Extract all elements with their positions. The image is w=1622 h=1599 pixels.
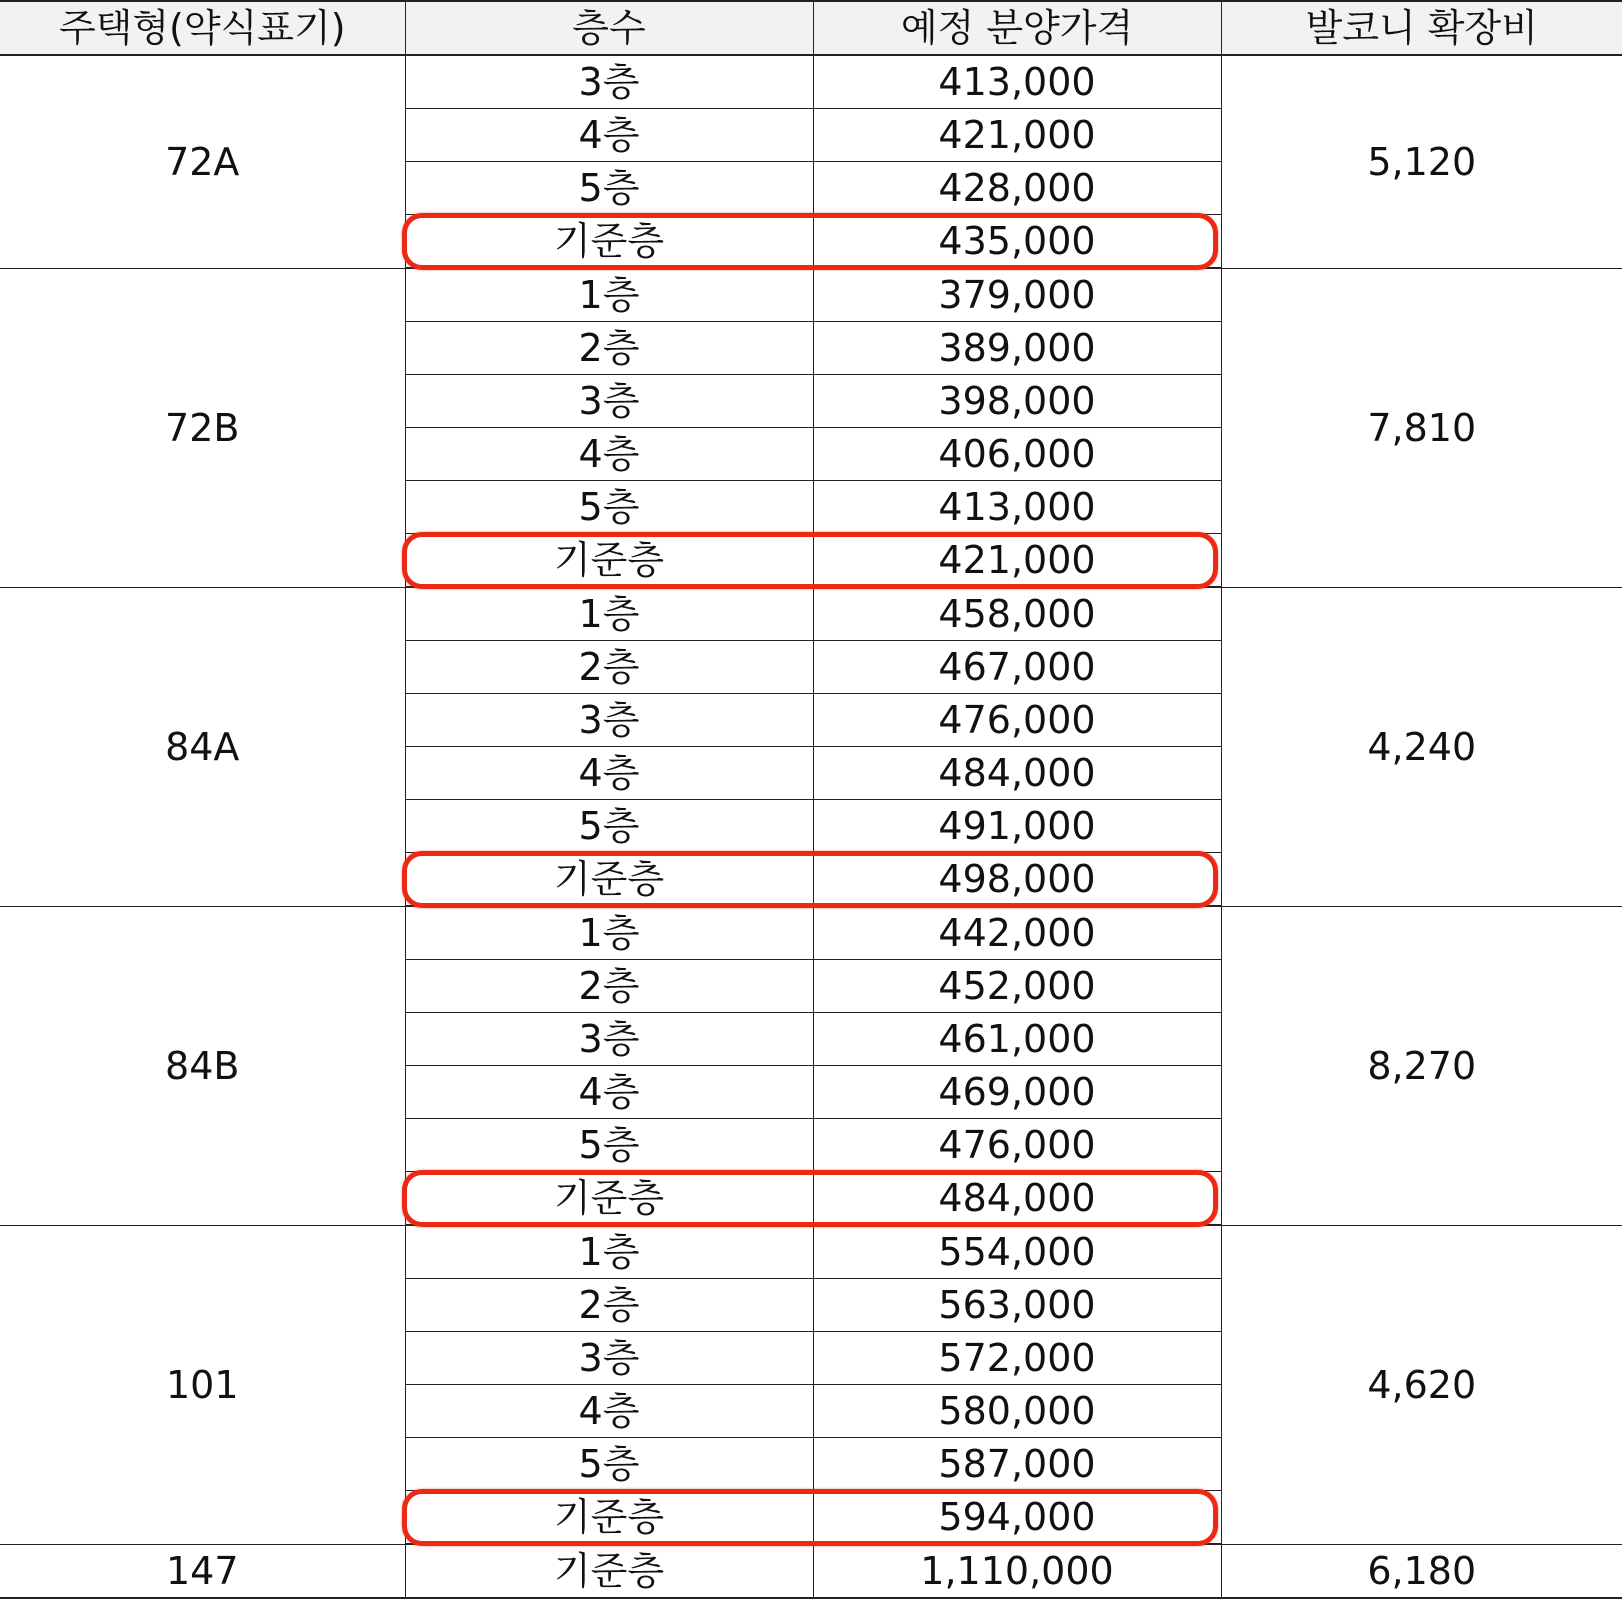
unit-type-cell: 101: [0, 1225, 405, 1544]
price-cell: 476,000: [813, 1119, 1221, 1172]
price-cell: 398,000: [813, 375, 1221, 428]
floor-cell: 4층: [405, 1066, 813, 1119]
balcony-cost-cell: 6,180: [1221, 1544, 1622, 1598]
balcony-cost-cell: 7,810: [1221, 268, 1622, 587]
balcony-cost-cell: 5,120: [1221, 55, 1622, 268]
floor-cell: 기준층: [405, 534, 813, 588]
price-cell: 594,000: [813, 1491, 1221, 1545]
unit-type-cell: 84A: [0, 587, 405, 906]
price-cell: 413,000: [813, 481, 1221, 534]
floor-cell: 4층: [405, 109, 813, 162]
table-row: [0, 268, 1622, 322]
floor-cell: 5층: [405, 800, 813, 853]
floor-cell: 1층: [405, 268, 813, 322]
floor-cell: 기준층: [405, 853, 813, 907]
price-cell: 563,000: [813, 1279, 1221, 1332]
price-cell: 580,000: [813, 1385, 1221, 1438]
balcony-cost-cell: 8,270: [1221, 906, 1622, 1225]
price-cell: 421,000: [813, 109, 1221, 162]
floor-cell: 4층: [405, 747, 813, 800]
price-cell: 1,110,000: [813, 1544, 1221, 1598]
price-cell: 484,000: [813, 1172, 1221, 1226]
table-row: [0, 1225, 1622, 1279]
price-cell: 428,000: [813, 162, 1221, 215]
floor-cell: 기준층: [405, 215, 813, 269]
floor-cell: 4층: [405, 1385, 813, 1438]
header-floor: 층수: [405, 1, 813, 55]
floor-cell: 1층: [405, 1225, 813, 1279]
price-cell: 461,000: [813, 1013, 1221, 1066]
price-cell: 406,000: [813, 428, 1221, 481]
price-cell: 467,000: [813, 641, 1221, 694]
floor-cell: 1층: [405, 587, 813, 641]
balcony-cost-cell: 4,620: [1221, 1225, 1622, 1544]
balcony-cost-cell: 4,240: [1221, 587, 1622, 906]
header-row: [0, 1, 1622, 55]
price-cell: 413,000: [813, 55, 1221, 109]
unit-type-cell: 147: [0, 1544, 405, 1598]
price-cell: 587,000: [813, 1438, 1221, 1491]
floor-cell: 기준층: [405, 1172, 813, 1226]
floor-cell: 3층: [405, 1332, 813, 1385]
floor-cell: 3층: [405, 375, 813, 428]
unit-type-cell: 72A: [0, 55, 405, 268]
price-cell: 452,000: [813, 960, 1221, 1013]
table-row: [0, 587, 1622, 641]
price-cell: 458,000: [813, 587, 1221, 641]
price-cell: 498,000: [813, 853, 1221, 907]
price-cell: 476,000: [813, 694, 1221, 747]
price-cell: 421,000: [813, 534, 1221, 588]
floor-cell: 2층: [405, 322, 813, 375]
floor-cell: 5층: [405, 481, 813, 534]
floor-cell: 3층: [405, 1013, 813, 1066]
price-cell: 572,000: [813, 1332, 1221, 1385]
floor-cell: 2층: [405, 641, 813, 694]
floor-cell: 5층: [405, 1438, 813, 1491]
floor-cell: 4층: [405, 428, 813, 481]
header-balcony-cost: 발코니 확장비: [1221, 1, 1622, 55]
price-cell: 442,000: [813, 906, 1221, 960]
floor-cell: 3층: [405, 694, 813, 747]
floor-cell: 2층: [405, 960, 813, 1013]
price-cell: 435,000: [813, 215, 1221, 269]
price-cell: 484,000: [813, 747, 1221, 800]
price-cell: 389,000: [813, 322, 1221, 375]
table-row: [0, 1544, 1622, 1598]
price-cell: 379,000: [813, 268, 1221, 322]
table-row: [0, 906, 1622, 960]
price-cell: 491,000: [813, 800, 1221, 853]
header-planned-price: 예정 분양가격: [813, 1, 1221, 55]
table-body: [0, 55, 1622, 1598]
price-cell: 554,000: [813, 1225, 1221, 1279]
unit-type-cell: 72B: [0, 268, 405, 587]
header-unit-type: 주택형(약식표기): [0, 1, 405, 55]
unit-type-cell: 84B: [0, 906, 405, 1225]
floor-cell: 3층: [405, 55, 813, 109]
floor-cell: 1층: [405, 906, 813, 960]
floor-cell: 기준층: [405, 1544, 813, 1598]
floor-cell: 2층: [405, 1279, 813, 1332]
floor-cell: 5층: [405, 1119, 813, 1172]
price-cell: 469,000: [813, 1066, 1221, 1119]
floor-cell: 기준층: [405, 1491, 813, 1545]
floor-cell: 5층: [405, 162, 813, 215]
table-row: [0, 55, 1622, 109]
